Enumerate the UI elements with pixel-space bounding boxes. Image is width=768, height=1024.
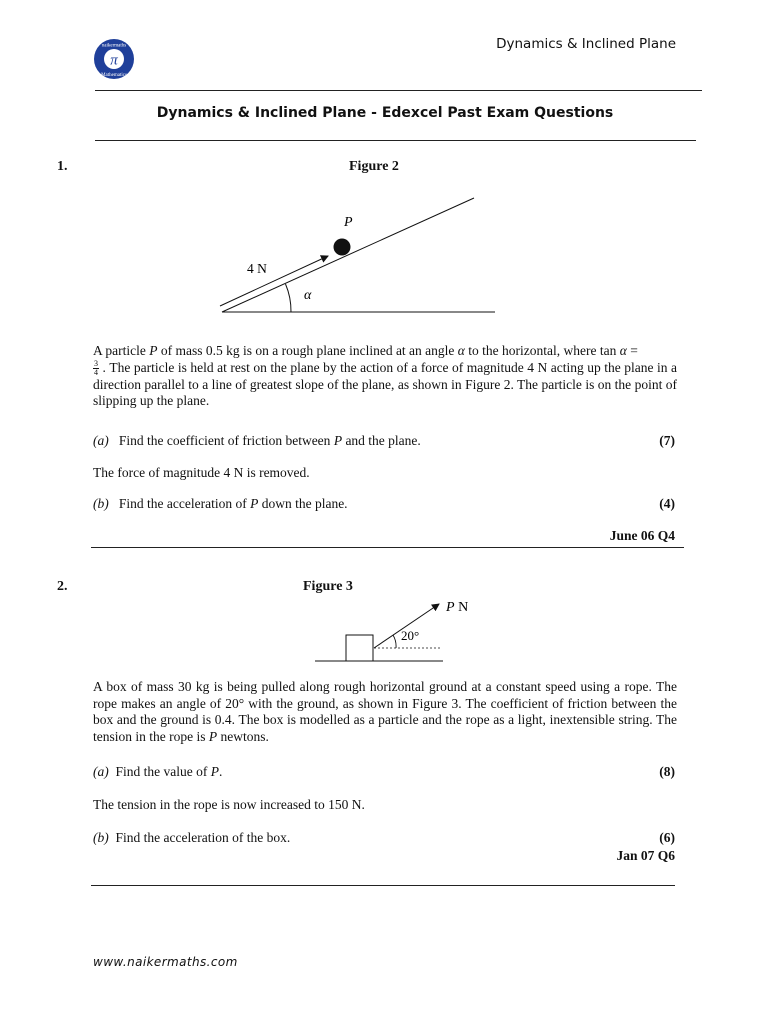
header-rule	[95, 90, 702, 91]
question-1-middle-text: The force of magnitude 4 N is removed.	[93, 465, 310, 480]
fraction-three-quarters: $\frac{3}{4}$	[94, 358, 98, 377]
question-1-part-a-marks: (7)	[659, 433, 675, 448]
running-header-title: Dynamics & Inclined Plane	[496, 36, 676, 52]
logo-text-top: naikermaths	[101, 43, 127, 49]
question-1-intro: A particle P of mass 0.5 kg is on a rough plane inclined at an angle α to the horizontal, where tan α = $\frac{3}{4}$ . The particle is held at rest on the plane by the action of a force of magnitude 4 N acting up the plane in a direction parallel to a line of greatest slope of the plane, as shown in Figure 2. The particle is on the point of slipping up the plane.	[93, 343, 677, 409]
force-arrow	[220, 256, 328, 306]
question-2-part-b: (b) Find the acceleration of the box.	[93, 830, 291, 845]
figure-3-box-rope-diagram	[310, 595, 485, 665]
naikermaths-logo	[93, 38, 135, 80]
label-particle-p: P	[344, 215, 353, 230]
question-1-reference: June 06 Q4	[609, 528, 675, 543]
angle-arc	[286, 284, 292, 312]
label-angle-20: 20°	[401, 628, 420, 643]
question-2-intro: A box of mass 30 kg is being pulled along rough horizontal ground at a constant speed using a rope. The rope makes an angle of 20° with the ground, as shown in Figure 3. The coefficient of friction between the box and the ground is 0.4. The box is modelled as a particle and the rope as a light, inextensible string. The tension in the rope is P newtons.	[93, 679, 677, 744]
figure-3-title: Figure 3	[303, 579, 353, 594]
document-title: Dynamics & Inclined Plane - Edexcel Past Exam Questions	[156, 105, 614, 121]
footer-website: www.naikermaths.com	[93, 955, 238, 969]
angle-arc	[393, 635, 396, 648]
question-2-number: 2.	[57, 579, 68, 594]
label-angle-alpha: α	[304, 288, 312, 303]
label-force-4n: 4 N	[247, 261, 267, 276]
question-2-reference: Jan 07 Q6	[616, 848, 675, 863]
question-1-part-b-marks: (4)	[659, 496, 675, 511]
question-1-rule	[91, 547, 684, 548]
question-2-rule	[91, 885, 675, 886]
logo-text-bottom: Mathematics	[101, 73, 127, 78]
figure-2-title: Figure 2	[349, 159, 399, 174]
label-tension-pn: P N	[446, 600, 469, 615]
question-2-middle-text: The tension in the rope is now increased to 150 N.	[93, 797, 365, 812]
question-1-part-b: (b) Find the acceleration of P down the plane.	[93, 496, 348, 511]
particle-p	[334, 239, 351, 256]
box	[346, 635, 373, 661]
question-1-part-a: (a) Find the coefficient of friction between P and the plane.	[93, 433, 421, 448]
question-2-part-b-marks: (6)	[659, 830, 675, 845]
question-2-part-a-marks: (8)	[659, 764, 675, 779]
question-1-number: 1.	[57, 159, 68, 174]
logo-pi-symbol: π	[110, 52, 118, 69]
title-rule	[95, 140, 696, 141]
question-2-part-a: (a) Find the value of P.	[93, 764, 223, 779]
figure-2-inclined-plane-diagram	[210, 190, 510, 320]
